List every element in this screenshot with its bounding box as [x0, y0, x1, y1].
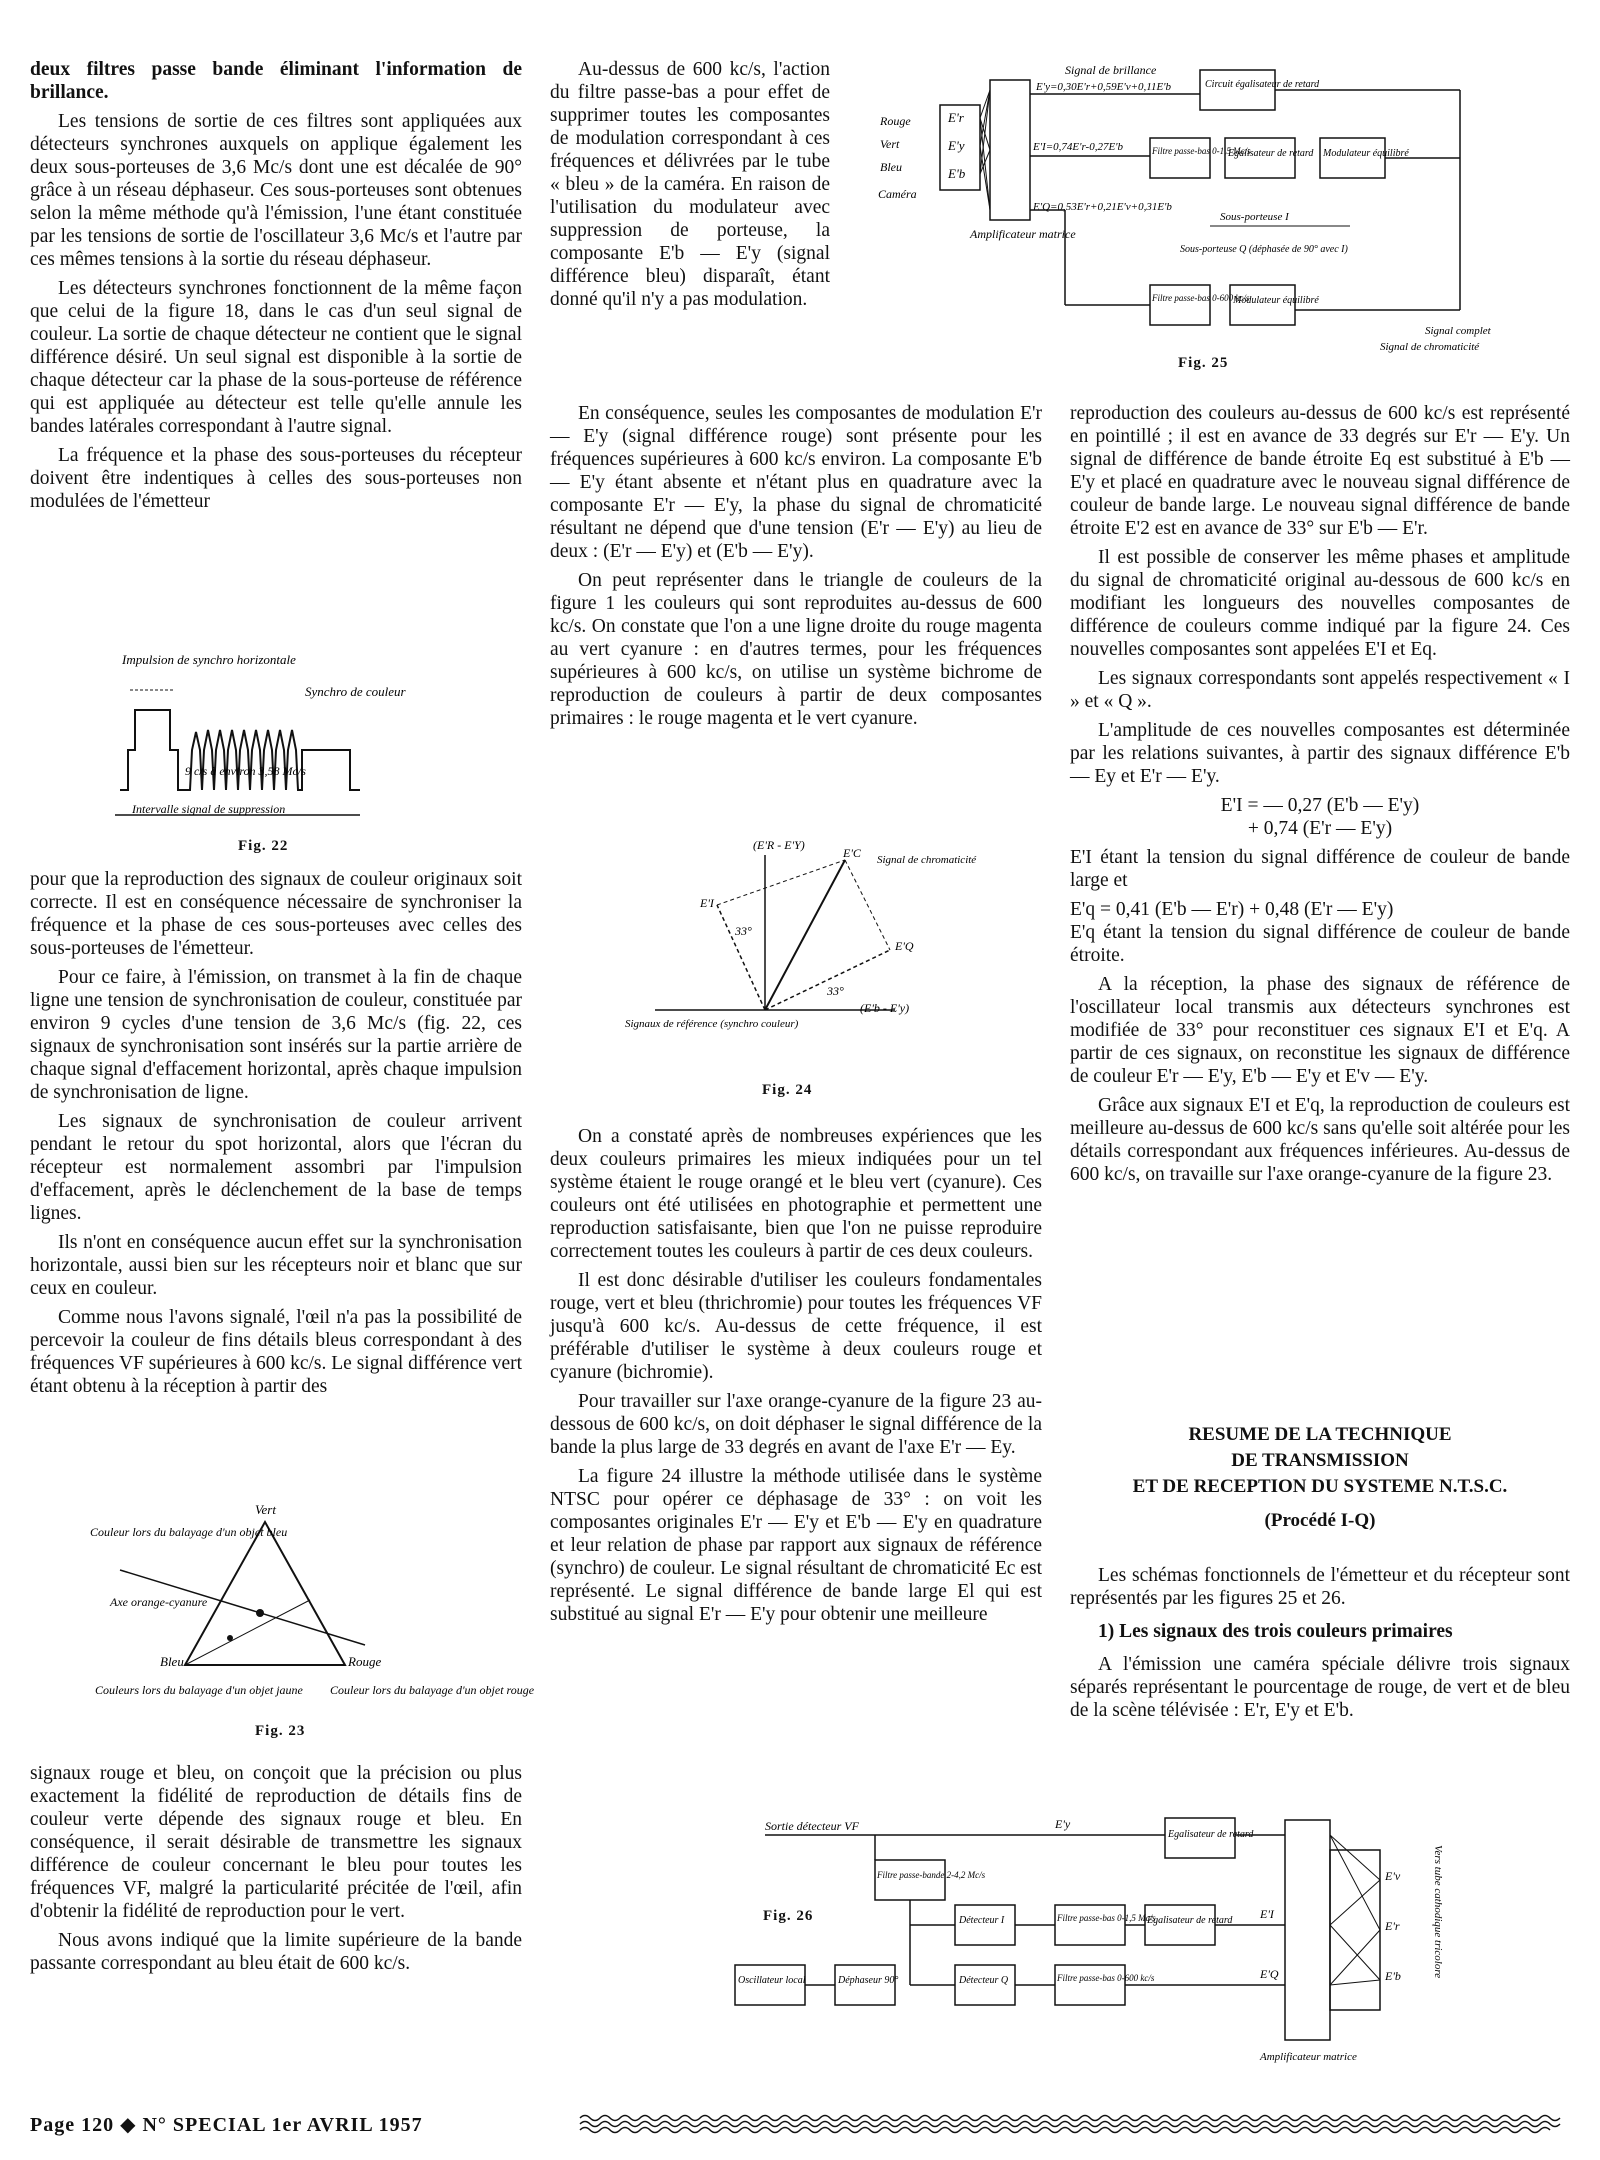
paragraph: La figure 24 illustre la méthode utilisée dans le système NTSC pour opérer ce déphasage de 33° : on voit les composantes originales E'r — E'y et E'b — E'y en quadrature et leur relation de phase par rapport aux signaux de référence (synchro) de couleur. Le signal résultant de chromaticité Ec est représenté. Le signal différence de bande large El qui est substitué au signal E'r — E'y pour obtenir une meilleure [550, 1466, 1042, 1625]
fig22-label-intervalle: Intervalle signal de suppression [132, 802, 286, 816]
fig23-label2: Axe orange-cyanure [110, 1595, 208, 1609]
fig23-vert: Vert [255, 1502, 276, 1517]
fig26-ey: E'y [1055, 1817, 1071, 1831]
fig22-label-cycles: 9 c/s à environ 3,58 Mc/s [185, 764, 306, 778]
paragraph: L'amplitude de ces nouvelles composantes est déterminée par les relations suivantes, à partir des signaux différence E'b — Ey et E'r — E'y. [1070, 720, 1570, 787]
fig25-ey: E'y [948, 138, 965, 153]
fig25-filtre2: Filtre passe-bas 0-600 kc/s [1152, 293, 1250, 303]
column-3 [1070, 402, 1570, 1192]
heading-line-2: DE TRANSMISSION [1231, 1450, 1409, 1471]
fig26-ev: E'v [1385, 1869, 1401, 1883]
fig26-detecteur-i: Détecteur I [959, 1915, 1005, 1926]
fig25-modulateur1: Modulateur équilibré [1323, 148, 1409, 159]
fig25-filtre1: Filtre passe-bas 0-1,5 Mc/s [1152, 146, 1251, 156]
subheading: 1) Les signaux des trois couleurs primaires [1098, 1621, 1453, 1642]
column-2 [550, 402, 1042, 736]
fig26-filtre-i: Filtre passe-bas 0-1,5 Mc/s [1057, 1913, 1156, 1923]
paragraph: A la réception, la phase des signaux de référence de l'oscillateur local transmis aux détecteurs synchrones est modifiée de 33° pour reconstituer ces signaux E'I et E'q. A partir de ces signaux, on reconstitue les signaux de différence de couleur E'r — E'y, E'b — E'y et E'v — E'y. [1070, 974, 1570, 1087]
paragraph: deux filtres passe bande éliminant l'information de brillance. [30, 59, 522, 103]
fig25-circuit-retard: Circuit égalisateur de retard [1205, 79, 1320, 90]
fig25-bleu: Bleu [880, 160, 902, 174]
fig25-sous-porteuse-q: Sous-porteuse Q (déphasée de 90° avec I) [1180, 244, 1348, 255]
fig23-rouge: Rouge [348, 1654, 382, 1669]
fig22-label-synchro: Synchro de couleur [305, 684, 406, 699]
paragraph: Pour travailler sur l'axe orange-cyanure de la figure 23 au-dessous de 600 kc/s, on doit déphaser le signal différence de la bande la plus large de 33 degrés en avant de l'axe E'r — Ey. [550, 1391, 1042, 1458]
paragraph: Comme nous l'avons signalé, l'œil n'a pas la possibilité de percevoir la couleur de fins détails bleus correspondant à des fréquences VF supérieures à 600 kc/s. Le signal différence vert étant obtenu à la réception à partir des [30, 1307, 523, 1397]
column-1-b [30, 868, 522, 1404]
fig26-er: E'r [1385, 1919, 1400, 1933]
fig24-eq: E'Q [895, 939, 914, 953]
column-1-c [30, 1762, 522, 1981]
footer-wave-rule [580, 2112, 1570, 2136]
fig25-vert: Vert [880, 137, 900, 151]
fig25-eq-brillance: E'y=0,30E'r+0,59E'v+0,11E'b [1036, 81, 1172, 93]
fig26-dephaseur: Déphaseur 90° [838, 1975, 899, 1986]
paragraph: On a constaté après de nombreuses expériences que les deux couleurs primaires les mieux indiquées pour un tel système étaient le rouge orangé et le bleu vert (cyanure). Ces couleurs ont été utilisées en photographie et permettent une reproduction satisfaisante, bien que l'on ne puisse reproduire correctement toutes les couleurs à partir de ces deux couleurs. [550, 1126, 1042, 1262]
fig25-eb: E'b [948, 166, 966, 181]
fig26-ei: E'I [1260, 1907, 1274, 1921]
paragraph: Les détecteurs synchrones fonctionnent de la même façon que celui de la figure 18, dans le cas d'un seul signal de couleur. La sortie de chaque détecteur ne contient que le signal différence désiré. Un seul signal est disponible à la sortie de chaque détecteur car la phase de la sous-porteuse de référence qui est appliquée au détecteur est telle qu'elle annule les bandes latérales correspondant à l'autre signal. [30, 278, 522, 437]
fig24-signal-chroma: Signal de chromaticité [877, 854, 977, 866]
fig26-filtre-bande: Filtre passe-bande 2-4,2 Mc/s [877, 1870, 986, 1880]
fig26-filtre-q: Filtre passe-bas 0-600 kc/s [1057, 1973, 1155, 1983]
paragraph: E'q étant la tension du signal différence de couleur de bande étroite. [1070, 922, 1570, 966]
fig26-oscillateur: Oscillateur local [738, 1975, 806, 1986]
fig26-tube: Vers tube cathodique tricolore [1432, 1845, 1444, 1979]
paragraph: signaux rouge et bleu, on conçoit que la précision ou plus exactement la fidélité de reproduction de détails fins de couleur verte dépende des signaux rouge et bleu. En conséquence, il serait désirable de transmettre les signaux différence de couleur concernant le bleu pour toutes les fréquences VF, malgré la particularité précitée de l'œil, afin d'obtenir la fidélité de reproduction pour le vert. [30, 1763, 522, 1922]
fig25-signal-complet: Signal complet [1425, 325, 1491, 337]
fig24-ec: E'C [843, 846, 861, 860]
paragraph: Il est donc désirable d'utiliser les couleurs fondamentales rouge, vert et bleu (thrichromie) pour toutes les fréquences VF jusqu'à 600 kc/s. Au-dessus de cette fréquence, il est préférable d'utiliser le système à deux couleurs rouge et cyanure (bichromie). [550, 1270, 1042, 1383]
paragraph: Nous avons indiqué que la limite supérieure de la bande passante correspondant au bleu était de 600 kc/s. [30, 1930, 522, 1974]
fig23-label1: Couleur lors du balayage d'un objet bleu [90, 1525, 288, 1539]
figure-25 [850, 60, 1570, 360]
section-heading [1070, 1422, 1570, 1534]
fig22-caption: Fig. 22 [238, 838, 289, 854]
fig24-er-ey: (E'R - E'Y) [753, 838, 805, 852]
fig26-eb: E'b [1385, 1969, 1401, 1983]
fig26-sortie: Sortie détecteur VF [765, 1819, 859, 1833]
paragraph: Les tensions de sortie de ces filtres sont appliquées aux détecteurs synchrones auxquels on applique également les deux sous-porteuses de 3,6 Mc/s dont une est décalée de 90° grâce à un réseau déphaseur. Ces sous-porteuses sont obtenues selon la même méthode qu'à l'émission, l'une étant constituée par les tensions de sortie de l'oscillateur 3,6 Mc/s et l'autre par ces mêmes tensions à la sortie du réseau déphaseur. [30, 111, 522, 270]
heading-line-4: (Procédé I-Q) [1264, 1510, 1376, 1531]
fig25-ampli: Amplificateur matrice [970, 227, 1076, 241]
paragraph: On peut représenter dans le triangle de couleurs de la figure 1 les couleurs qui sont reproduites au-dessus de 600 kc/s. On constate que l'on a une ligne droite du rouge magenta au vert cyanure : en d'autres termes, pour les fréquences supérieures à 600 kc/s, on utilise un système bichrome de reproduction de couleurs à partir de deux composantes primaires : le rouge magenta et le vert cyanure. [550, 570, 1042, 729]
fig24-angle1: 33° [735, 924, 752, 938]
fig25-eq-i: E'I=0,74E'r-0,27E'b [1033, 141, 1124, 153]
fig25-sous-porteuse-i: Sous-porteuse I [1220, 211, 1289, 223]
paragraph: En conséquence, seules les composantes de modulation E'r — E'y (signal différence rouge) sont présente pour les fréquences supérieures à 600 kc/s environ. La composante E'b — E'y étant absente et n'étant plus en quadrature avec la composante E'r — E'y, la phase du signal de chromaticité résultant ne dépend que d'une tension (E'r — E'y) au lieu de deux : (E'r — E'y) et (E'b — E'y). [550, 403, 1042, 562]
paragraph: Les schémas fonctionnels de l'émetteur et du récepteur sont représentés par les figures 25 et 26. [1070, 1565, 1570, 1609]
paragraph: La fréquence et la phase des sous-porteuses du récepteur doivent être indentiques à celles des sous-porteuses non modulées de l'émetteur [30, 445, 522, 512]
figure-24 [605, 835, 977, 1045]
fig26-egalisateur1: Egalisateur de retard [1168, 1829, 1254, 1840]
fig24-ei: E'I [700, 896, 714, 910]
fig23-label3: Couleurs lors du balayage d'un objet jaune [95, 1683, 303, 1697]
fig26-caption: Fig. 26 [763, 1908, 814, 1924]
paragraph: Les signaux correspondants sont appelés respectivement « I » et « Q ». [1070, 668, 1570, 712]
fig26-eq: E'Q [1260, 1967, 1279, 1981]
figure-22 [110, 650, 430, 830]
fig25-egalisateur: Egalisateur de retard [1228, 148, 1314, 159]
column-2-top [550, 58, 830, 317]
paragraph: reproduction des couleurs au-dessus de 600 kc/s est représenté en pointillé ; il est en avance de 33 degrés sur E'r — E'y. Un signal de différence de bande étroite Eq est substitué à E'b — E'y et placé en quadrature avec le nouveau signal différence de couleur de bande large. Le nouveau signal différence de bande étroite E'2 est en avance de 33° sur E'b — E'r. [1070, 403, 1570, 539]
fig25-camera: Caméra [878, 187, 917, 201]
fig25-er: E'r [948, 110, 964, 125]
column-1 [30, 58, 522, 519]
fig24-angle2: 33° [827, 984, 844, 998]
fig23-caption: Fig. 23 [255, 1723, 306, 1739]
fig24-eb-ey: (E'b - E'y) [860, 1001, 910, 1015]
equation: E'q = 0,41 (E'b — E'r) + 0,48 (E'r — E'y) [1070, 899, 1394, 920]
column-2-b [550, 1125, 1042, 1632]
paragraph: Il est possible de conserver les même phases et amplitude du signal de chromaticité original au-dessous de 600 kc/s en modifiant les longueurs des nouvelles composantes de différence de couleurs comme indiqué par la figure 24. Ces nouvelles composantes sont appelées E'I et Eq. [1070, 547, 1570, 660]
fig26-egalisateur2: Egalisateur de retard [1147, 1915, 1233, 1926]
paragraph: Pour ce faire, à l'émission, on transmet à la fin de chaque ligne une tension de synchronisation de couleur, constituée par environ 9 cycles d'une tension de 3,6 Mc/s (fig. 22, ces signaux de synchronisation sont insérés sur la partie arrière de chaque signal d'effacement horizontal, après chaque impulsion de synchronisation de ligne. [30, 967, 522, 1103]
heading-line-1: RESUME DE LA TECHNIQUE [1188, 1424, 1452, 1445]
fig25-signal-chroma: Signal de chromaticité [1380, 341, 1480, 353]
fig26-detecteur-q: Détecteur Q [959, 1975, 1009, 1986]
heading-line-3: ET DE RECEPTION DU SYSTEME N.T.S.C. [1132, 1476, 1508, 1497]
paragraph: Grâce aux signaux E'I et E'q, la reproduction de couleurs est meilleure au-dessus de 600 kc/s sans qu'elle soit altérée pour les détails correspondant aux fréquences inférieures. Au-dessus de 600 kc/s, on travaille sur l'axe orange-cyanure de la figure 23. [1070, 1095, 1570, 1185]
paragraph: Ils n'ont en conséquence aucun effet sur la synchronisation horizontale, aussi bien sur les récepteurs noir et blanc que sur ceux en couleur. [30, 1232, 522, 1299]
fig23-label4: Couleur lors du balayage d'un objet rouge [330, 1683, 535, 1697]
fig22-label-impulsion: Impulsion de synchro horizontale [122, 652, 296, 667]
equation: E'I = — 0,27 (E'b — E'y) [1220, 795, 1420, 816]
paragraph: pour que la reproduction des signaux de couleur originaux soit correcte. Il est en conséquence nécessaire de synchroniser la fréquence et la phase de ces sous-porteuses avec celles des sous-porteuses de l'émetteur. [30, 869, 522, 959]
paragraph: Les signaux de synchronisation de couleur arrivent pendant le retour du spot horizontal, alors que l'écran du récepteur est normalement assombri par l'impulsion d'effacement, après le déclenchement de la base de temps lignes. [30, 1111, 522, 1224]
fig25-modulateur2: Modulateur équilibré [1233, 295, 1319, 306]
paragraph: Au-dessus de 600 kc/s, l'action du filtre passe-bas a pour effet de supprimer toutes les composantes de modulation correspondant à ces fréquences et délivrées par le tube « bleu » de la caméra. En raison de l'utilisation du modulateur avec suppression de porteuse, la composante E'b — E'y (signal différence bleu) disparaît, étant donné qu'il n'y a pas modulation. [550, 59, 830, 310]
figure-23 [90, 1500, 535, 1710]
fig25-caption: Fig. 25 [1178, 355, 1229, 371]
fig24-ref: Signaux de référence (synchro couleur) [625, 1018, 799, 1030]
fig25-signal-brillance: Signal de brillance [1065, 63, 1157, 77]
page-footer: Page 120 ◆ N° SPECIAL 1er AVRIL 1957 [30, 2114, 423, 2136]
column-3-b [1070, 1564, 1570, 1728]
equation: + 0,74 (E'r — E'y) [1247, 818, 1393, 839]
fig26-ampli: Amplificateur matrice [1260, 2051, 1357, 2063]
fig24-caption: Fig. 24 [762, 1082, 813, 1098]
figure-26 [725, 1810, 1575, 2085]
fig23-bleu: Bleu [160, 1654, 184, 1669]
fig25-rouge: Rouge [880, 114, 911, 128]
paragraph: E'I étant la tension du signal différence de couleur de bande large et [1070, 847, 1570, 891]
paragraph: A l'émission une caméra spéciale délivre trois signaux séparés représentant le pourcentage de rouge, de vert et de bleu de la scène télévisée : E'r, E'y et E'b. [1070, 1654, 1570, 1721]
fig25-eq-q: E'Q=0,53E'r+0,21E'v+0,31E'b [1033, 201, 1172, 213]
